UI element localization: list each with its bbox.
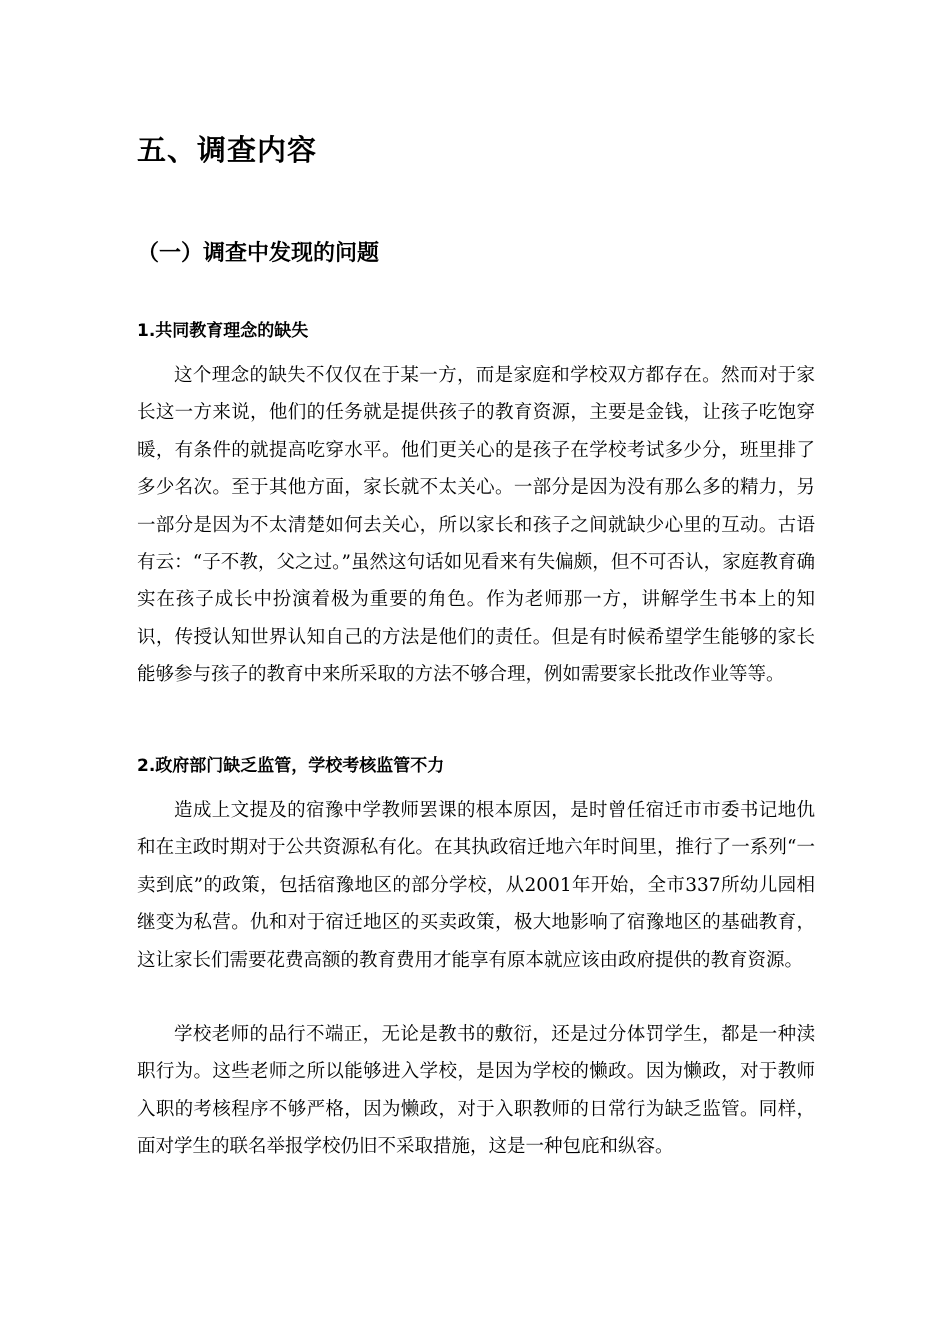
item-heading-1: 1.共同教育理念的缺失: [137, 321, 309, 341]
paragraph-3: 学校老师的品行不端正，无论是教书的敷衍，还是过分体罚学生，都是一种渎职行为。这些老师之所以能够进入学校，是因为学校的懒政。因为懒政，对于教师入职的考核程序不够严格，因为懒政，对于入职教师的日常行为缺乏监管。同样，面对学生的联名举报学校仍旧不采取措施，这是一种包庇和纵容。: [137, 1024, 815, 1158]
paragraph-2: 造成上文提及的宿豫中学教师罢课的根本原因，是时曾任宿迁市市委书记地仇和在主政时期对于公共资源私有化。在其执政宿迁地六年时间里，推行了一系列“一卖到底”的政策，包括宿豫地区的部分学校，从2001年开始，全市337所幼儿园相继变为私营。仇和对于宿迁地区的买卖政策，极大地影响了宿豫地区的基础教育，这让家长们需要花费高额的教育费用才能享有原本就应该由政府提供的教育资源。: [137, 800, 815, 971]
paragraph-1: 这个理念的缺失不仅仅在于某一方，而是家庭和学校双方都存在。然而对于家长这一方来说，他们的任务就是提供孩子的教育资源，主要是金钱，让孩子吃饱穿暖，有条件的就提高吃穿水平。他们更关心的是孩子在学校考试多少分，班里排了多少名次。至于其他方面，家长就不太关心。一部分是因为没有那么多的精力，另一部分是因为不太清楚如何去关心，所以家长和孩子之间就缺少心里的互动。古语有云：“子不教，父之过。”虽然这句话如见看来有失偏颇，但不可否认，家庭教育确实在孩子成长中扮演着极为重要的角色。作为老师那一方，讲解学生书本上的知识，传授认知世界认知自己的方法是他们的责任。但是有时候希望学生能够的家长能够参与孩子的教育中来所采取的方法不够合理，例如需要家长批改作业等等。: [137, 365, 815, 686]
section-title: 五、调查内容: [137, 133, 318, 167]
item-heading-2: 2.政府部门缺乏监管，学校考核监管不力: [137, 756, 445, 776]
subsection-title: （一）调查中发现的问题: [137, 241, 380, 266]
